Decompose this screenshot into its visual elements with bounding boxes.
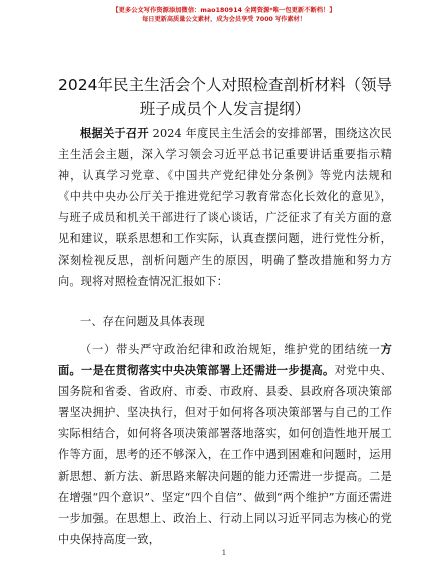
page-number: 1 <box>221 549 227 557</box>
promo-banner-line-2: 每日更新高质量公文素材，成为会员享受 7000 写作素材！ <box>142 16 306 23</box>
subsection-body-text: 对党中央、国务院和省委、省政府、市委、市政府、县委、县政府各项决策部署坚决拥护、坚决执行，但对于如何将各项决策部署与自己的工作实际相结合，如何将各项决策部署落地落实，如何创造性地开展工作等方面，思考的还不够深入，在工作中遇到困难和问题时，运用新思想、新方法、新思路来解决问题的能力还需进一步提高。二是在增强“四个意识”、坚定“四个自信”、做到“两个维护”方面还需进一步加强。在思想上、政治上、行动上同以习近平同志为核心的党中央保持高度一致， <box>58 364 392 546</box>
promo-banner <box>0 6 448 24</box>
document-title: 2024年民主生活会个人对照检查剖析材料（领导班子成员个人发言提纲） <box>58 76 392 118</box>
subsection-intro-text: （一）带头严守政治纪律和政治规矩，维护党的团结统一 <box>80 343 381 356</box>
intro-body-text: 2024 年度民主生活会的安排部署，围绕这次民主生活会主题，深入学习领会习近平总书记重要讲话重要指示精神，认真学习党章、《中国共产党纪律处分条例》等党内法规和《中共中央办公厅关于推进党纪学习教育常态化长效化的意见》，与班子成员和机关干部进行了谈心谈话，广泛征求了有关方面的意见和建议，联系思想和工作实际，认真查摆问题，进行党性分析，深刻检视反思，剖析问题产生的原因，明确了整改措施和努力方向。现将对照检查情况汇报如下： <box>58 127 392 288</box>
section-heading-1: 一、存在问题及具体表现 <box>80 315 205 328</box>
promo-banner-line-1: 【更多公文写作资源添加微信：mao180914 全网资源*唯一包更新不断档！】 <box>112 7 336 14</box>
subsection-bold-text: 方面。一是在贯彻落实中央决策部署上还需进一步提高。 <box>58 343 392 378</box>
section-1-paragraph <box>58 339 392 550</box>
intro-lead-text: 根据关于召开 <box>80 127 149 140</box>
intro-paragraph <box>58 123 392 292</box>
